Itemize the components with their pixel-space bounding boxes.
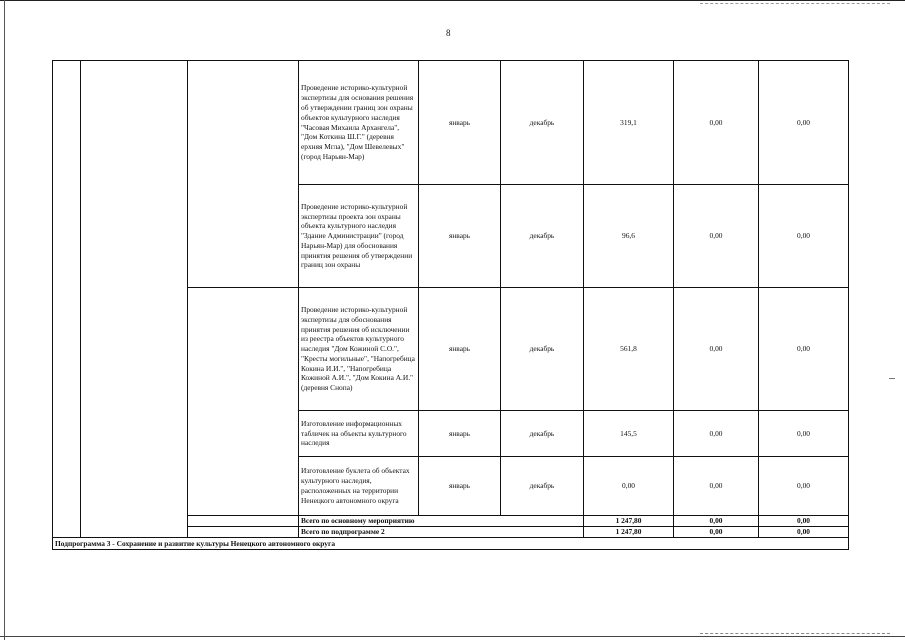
scan-edge-bottom: [0, 636, 905, 637]
row-description: Изготовление информационных табличек на объекты культурного наследия: [299, 411, 419, 457]
total-value-2: 0,00: [674, 527, 759, 538]
page-number: 8: [446, 28, 451, 38]
row-value-3: 0,00: [759, 288, 849, 411]
row-start-month: январь: [419, 457, 501, 516]
subprogram-header-row: [53, 538, 849, 550]
scan-artifact-top: [700, 3, 890, 5]
row-value-1: 145,5: [584, 411, 674, 457]
row-description: Проведение историко-культурной экспертизы проекта зон охраны объекта культурного наследия "Здание Администрации" (город Нарьян-Мар) для обоснования принятия решения об утверждении границ зон охраны: [299, 185, 419, 288]
row-start-month: январь: [419, 185, 501, 288]
scan-edge-top: [0, 0, 905, 1]
row-description: Проведение историко-культурной экспертизы для основания решения об утверждении границ зон охраны объектов культурного наследия "Часовая Михаила Архангела", "Дом Коткина Ш.Г." (деревня ерхняя Мгла), "Дом Шевелевых" (город Нарьян-Мар): [299, 61, 419, 185]
table-row: [53, 61, 849, 185]
row-value-3: 0,00: [759, 411, 849, 457]
row-value-1: 96,6: [584, 185, 674, 288]
row-start-month: январь: [419, 288, 501, 411]
row-value-2: 0,00: [674, 61, 759, 185]
row-value-2: 0,00: [674, 457, 759, 516]
scan-edge-left: [4, 0, 5, 640]
scan-artifact-right: [889, 378, 895, 379]
row-end-month: декабрь: [501, 185, 584, 288]
total-value-3: 0,00: [759, 527, 849, 538]
row-end-month: декабрь: [501, 411, 584, 457]
row-start-month: январь: [419, 411, 501, 457]
col-blank-2: [81, 61, 188, 538]
col-blank-3d: [188, 527, 299, 538]
row-value-2: 0,00: [674, 185, 759, 288]
total-label: Всего по подпрограмме 2: [299, 527, 584, 538]
row-value-1: 319,1: [584, 61, 674, 185]
row-end-month: декабрь: [501, 61, 584, 185]
row-value-2: 0,00: [674, 411, 759, 457]
row-value-3: 0,00: [759, 457, 849, 516]
row-description: Проведение историко-культурной экспертизы для обоснования принятия решения об исключении из реестра объектов культурного наследия "Дом Кожиной С.О.", "Кресты могильные", "Напогребица Кокина И.И.", "Напогребица Кожиной А.И.", "Дом Кокина А.И." (деревня Снопа): [299, 288, 419, 411]
col-blank-3c: [188, 516, 299, 527]
row-description: Изготовление буклета об объектах культурного наследия, расположенных на территории Ненецкого автономного округа: [299, 457, 419, 516]
row-value-3: 0,00: [759, 61, 849, 185]
row-value-1: 0,00: [584, 457, 674, 516]
col-blank-3: [188, 61, 299, 288]
total-value-1: 1 247,80: [584, 516, 674, 527]
scan-artifact-bottom: [700, 633, 890, 635]
row-end-month: декабрь: [501, 288, 584, 411]
row-end-month: декабрь: [501, 457, 584, 516]
row-value-2: 0,00: [674, 288, 759, 411]
row-value-3: 0,00: [759, 185, 849, 288]
total-label: Всего по основному мероприятию: [299, 516, 584, 527]
row-start-month: январь: [419, 61, 501, 185]
col-blank-3b: [188, 288, 299, 516]
budget-table: [52, 60, 849, 550]
row-value-1: 561,8: [584, 288, 674, 411]
total-value-1: 1 247,80: [584, 527, 674, 538]
total-value-2: 0,00: [674, 516, 759, 527]
total-value-3: 0,00: [759, 516, 849, 527]
subprogram-header: Подпрограмма 3 - Сохранение и развитие культуры Ненецкого автономного округа: [53, 538, 849, 550]
col-blank-1: [53, 61, 81, 538]
